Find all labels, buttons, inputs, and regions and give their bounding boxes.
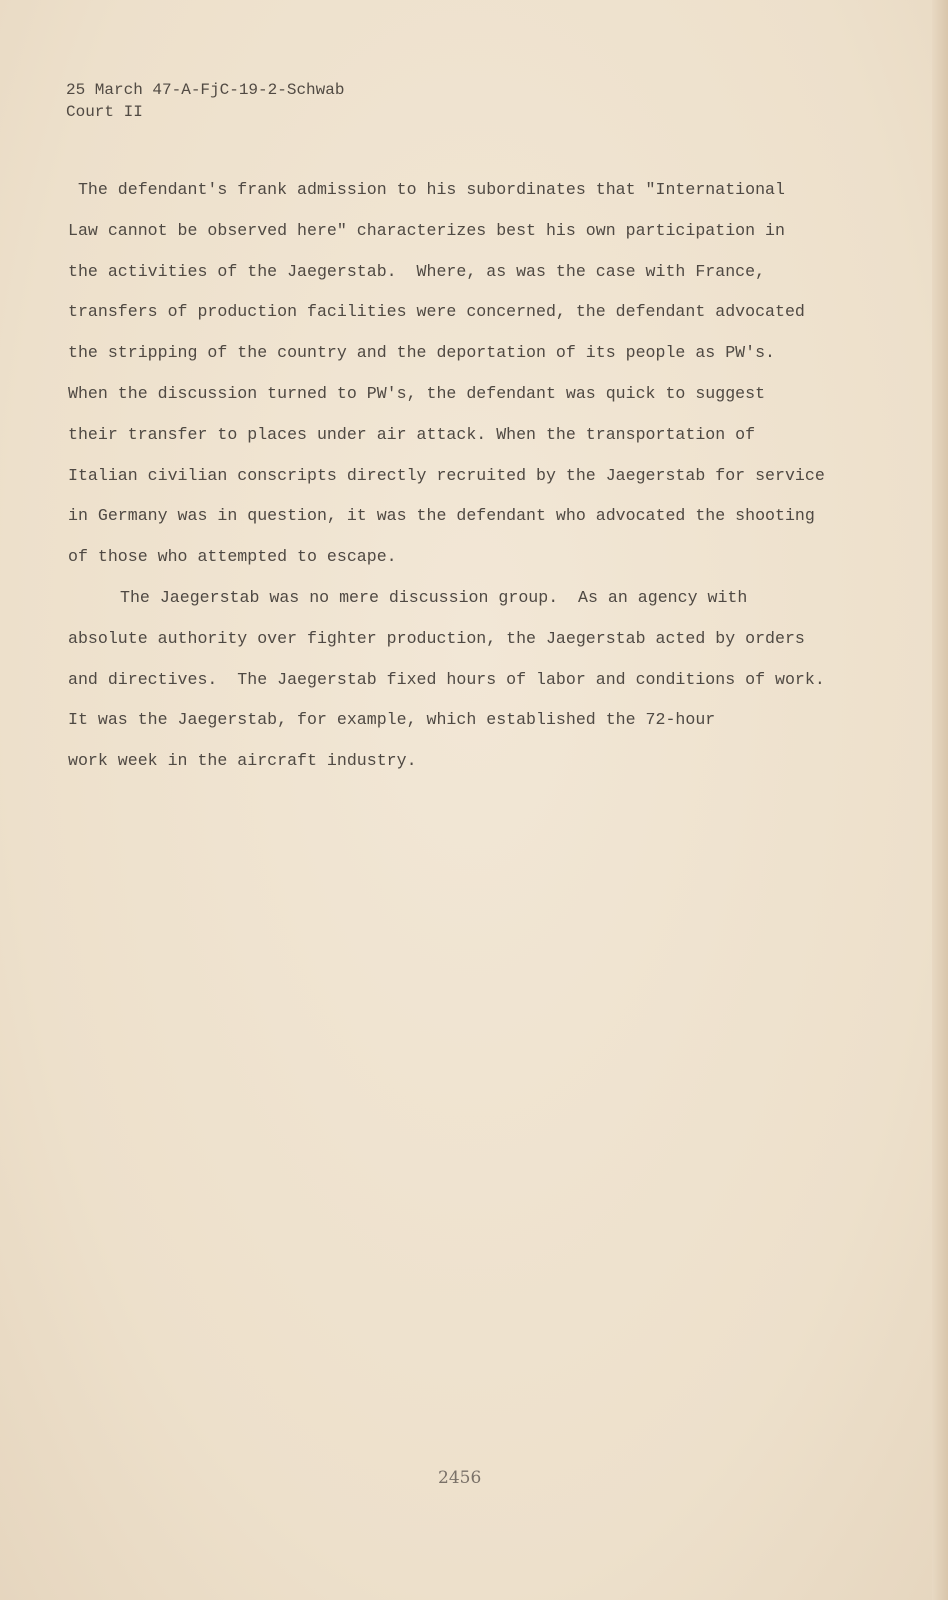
text-line: The Jaegerstab was no mere discussion group. As an agency with <box>120 587 748 607</box>
text-line: Law cannot be observed here" characterizes best his own participation in <box>68 220 785 240</box>
text-line: of those who attempted to escape. <box>68 547 397 567</box>
page-edge <box>932 0 948 1600</box>
header-date-reference: 25 March 47-A-FjC-19-2-Schwab <box>66 81 345 99</box>
text-line: the stripping of the country and the deportation of its people as PW's. <box>68 343 776 363</box>
text-line: the activities of the Jaegerstab. Where, as was the case with France, <box>68 261 766 281</box>
text-line: Italian civilian conscripts directly recruited by the Jaegerstab for service <box>68 465 825 485</box>
text-line: their transfer to places under air attack. When the transportation of <box>68 424 756 444</box>
text-line: transfers of production facilities were concerned, the defendant advocated <box>68 302 805 322</box>
text-line: work week in the aircraft industry. <box>68 751 417 771</box>
header-court: Court II <box>66 103 143 121</box>
page-number: 2456 <box>438 1468 482 1488</box>
text-line: absolute authority over fighter production, the Jaegerstab acted by orders <box>68 628 805 648</box>
paragraph-1 <box>68 170 868 578</box>
text-line: The defendant's frank admission to his subordinates that "International <box>68 180 785 199</box>
document-header <box>66 79 344 123</box>
text-line: and directives. The Jaegerstab fixed hours of labor and conditions of work. <box>68 669 825 689</box>
paragraph-2 <box>68 578 868 782</box>
document-body <box>68 170 868 782</box>
text-line: When the discussion turned to PW's, the defendant was quick to suggest <box>68 383 766 403</box>
text-line: in Germany was in question, it was the defendant who advocated the shooting <box>68 506 815 526</box>
text-line: It was the Jaegerstab, for example, which established the 72-hour <box>68 710 716 730</box>
